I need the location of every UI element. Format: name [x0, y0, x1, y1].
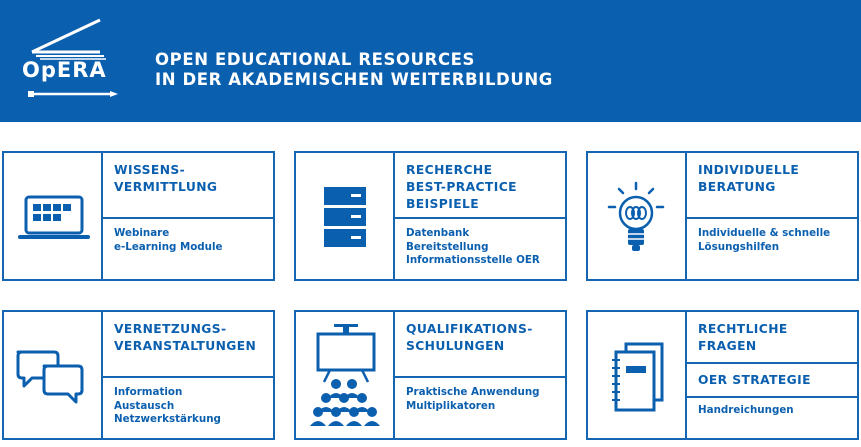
server-icon: [324, 187, 366, 249]
card-vernetzung[interactable]: [2, 310, 275, 440]
card-beratung[interactable]: [586, 151, 859, 281]
title-line-1: OPEN EDUCATIONAL RESOURCES: [155, 50, 476, 69]
card-qualifikation[interactable]: [294, 310, 567, 440]
lightbulb-icon: [606, 181, 666, 259]
page-title: [155, 50, 553, 90]
card-title: WISSENS- VERMITTLUNG: [114, 163, 218, 194]
card-subtitle: OER STRATEGIE: [698, 373, 811, 387]
laptop-icon: [16, 193, 92, 245]
card-wissensvermittlung[interactable]: [2, 151, 275, 281]
presentation-audience-icon: [308, 322, 384, 434]
card-title: QUALIFIKATIONS- SCHULUNGEN: [406, 322, 533, 353]
card-recherche[interactable]: [294, 151, 567, 281]
card-title: VERNETZUNGS- VERANSTALTUNGEN: [114, 322, 257, 353]
card-body: Information Austausch Netzwerkstärkung: [114, 386, 221, 425]
card-title: RECHTLICHE FRAGEN: [698, 322, 788, 353]
card-rechtliche-fragen[interactable]: [586, 310, 859, 440]
header-banner: [0, 0, 861, 122]
card-body: Webinare e-Learning Module: [114, 227, 223, 253]
card-body: Handreichungen: [698, 404, 794, 416]
card-body: Individuelle & schnelle Lösungshilfen: [698, 227, 831, 253]
card-title: RECHERCHE BEST-PRACTICE BEISPIELE: [406, 163, 517, 211]
card-body: Datenbank Bereitstellung Informationsstelle OER: [406, 227, 540, 266]
card-title: INDIVIDUELLE BERATUNG: [698, 163, 800, 194]
notebooks-icon: [608, 342, 668, 414]
title-line-2: IN DER AKADEMISCHEN WEITERBILDUNG: [155, 70, 553, 89]
card-body: Praktische Anwendung Multiplikatoren: [406, 386, 540, 412]
logo-text: OpERA: [22, 58, 107, 82]
speech-bubbles-icon: [14, 348, 86, 406]
